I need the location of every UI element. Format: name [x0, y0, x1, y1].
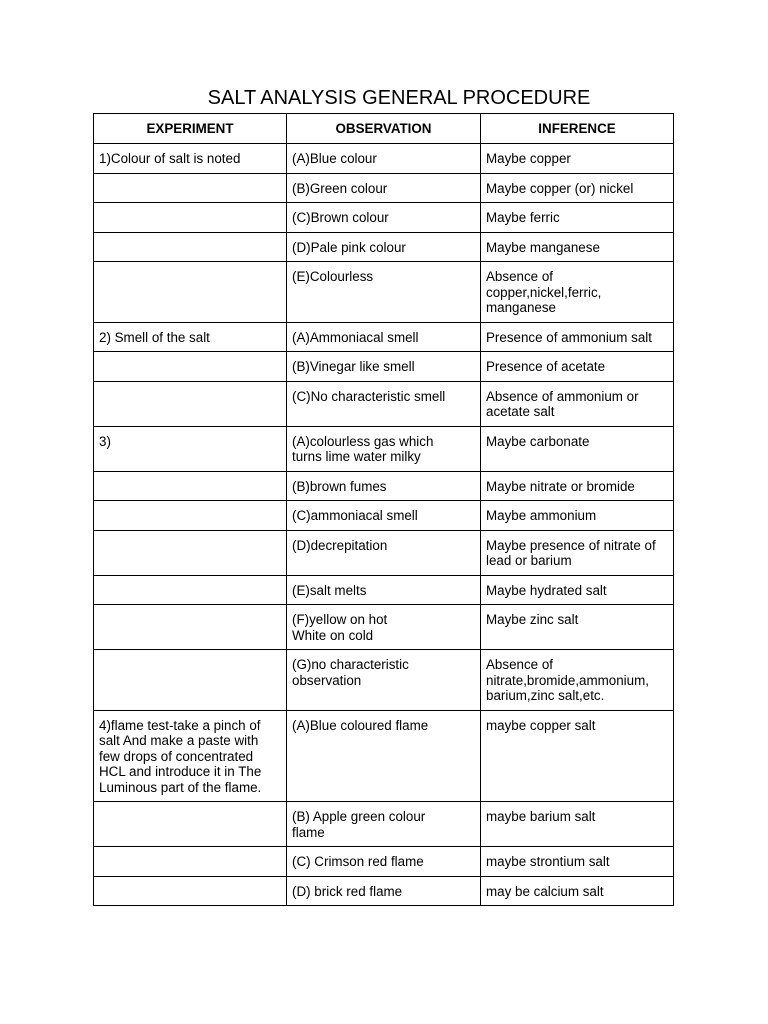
table-row — [94, 322, 674, 352]
observation-cell: (A)Blue coloured flame — [287, 710, 481, 802]
experiment-cell: 4)flame test-take a pinch of salt And make a paste with few drops of concentrated HCL and introduce it in The Luminous part of the flame. — [94, 710, 287, 802]
observation-cell: (D)decrepitation — [287, 530, 481, 575]
table-row — [94, 144, 674, 174]
header-experiment: EXPERIMENT — [94, 114, 287, 144]
observation-cell: (B)Green colour — [287, 173, 481, 203]
observation-cell: (C)Brown colour — [287, 203, 481, 233]
table-row — [94, 575, 674, 605]
inference-cell: Maybe copper — [481, 144, 674, 174]
inference-cell: Presence of acetate — [481, 352, 674, 382]
experiment-cell — [94, 381, 287, 426]
table-row — [94, 352, 674, 382]
observation-cell: (C) Crimson red flame — [287, 847, 481, 877]
observation-cell: (E)salt melts — [287, 575, 481, 605]
table-row — [94, 232, 674, 262]
inference-cell: Absence of copper,nickel,ferric, manganese — [481, 262, 674, 323]
observation-cell: (D) brick red flame — [287, 876, 481, 906]
table-row — [94, 802, 674, 847]
inference-cell: maybe strontium salt — [481, 847, 674, 877]
table-row — [94, 847, 674, 877]
experiment-cell — [94, 575, 287, 605]
header-observation: OBSERVATION — [287, 114, 481, 144]
experiment-cell: 3) — [94, 426, 287, 471]
observation-cell: (D)Pale pink colour — [287, 232, 481, 262]
inference-cell: Absence of ammonium or acetate salt — [481, 381, 674, 426]
observation-cell: (B)brown fumes — [287, 471, 481, 501]
inference-cell: Maybe carbonate — [481, 426, 674, 471]
experiment-cell — [94, 847, 287, 877]
experiment-cell — [94, 232, 287, 262]
table-row — [94, 426, 674, 471]
table-row — [94, 710, 674, 802]
table-row — [94, 471, 674, 501]
experiment-cell — [94, 605, 287, 650]
procedure-table — [93, 113, 674, 906]
observation-cell: (F)yellow on hot White on cold — [287, 605, 481, 650]
table-row — [94, 381, 674, 426]
experiment-cell — [94, 530, 287, 575]
experiment-cell — [94, 802, 287, 847]
table-row — [94, 530, 674, 575]
inference-cell: Maybe manganese — [481, 232, 674, 262]
experiment-cell — [94, 173, 287, 203]
inference-cell: Maybe nitrate or bromide — [481, 471, 674, 501]
inference-cell: Absence of nitrate,bromide,ammonium, barium,zinc salt,etc. — [481, 650, 674, 711]
observation-cell: (G)no characteristic observation — [287, 650, 481, 711]
inference-cell: maybe copper salt — [481, 710, 674, 802]
table-header-row — [94, 114, 674, 144]
table-row — [94, 173, 674, 203]
inference-cell: Maybe hydrated salt — [481, 575, 674, 605]
observation-cell: (C)ammoniacal smell — [287, 501, 481, 531]
experiment-cell — [94, 471, 287, 501]
inference-cell: Maybe presence of nitrate of lead or barium — [481, 530, 674, 575]
observation-cell: (B)Vinegar like smell — [287, 352, 481, 382]
inference-cell: Maybe ammonium — [481, 501, 674, 531]
observation-cell: (B) Apple green colour flame — [287, 802, 481, 847]
inference-cell: Maybe zinc salt — [481, 605, 674, 650]
table-row — [94, 876, 674, 906]
observation-cell: (A)Blue colour — [287, 144, 481, 174]
observation-cell: (C)No characteristic smell — [287, 381, 481, 426]
experiment-cell — [94, 352, 287, 382]
inference-cell: Maybe copper (or) nickel — [481, 173, 674, 203]
experiment-cell — [94, 203, 287, 233]
inference-cell: may be calcium salt — [481, 876, 674, 906]
observation-cell: (E)Colourless — [287, 262, 481, 323]
table-row — [94, 203, 674, 233]
header-inference: INFERENCE — [481, 114, 674, 144]
table-row — [94, 650, 674, 711]
document-title: SALT ANALYSIS GENERAL PROCEDURE — [207, 87, 591, 109]
observation-cell: (A)Ammoniacal smell — [287, 322, 481, 352]
experiment-cell: 1)Colour of salt is noted — [94, 144, 287, 174]
observation-cell: (A)colourless gas which turns lime water milky — [287, 426, 481, 471]
experiment-cell — [94, 501, 287, 531]
table-row — [94, 501, 674, 531]
inference-cell: maybe barium salt — [481, 802, 674, 847]
experiment-cell: 2) Smell of the salt — [94, 322, 287, 352]
inference-cell: Presence of ammonium salt — [481, 322, 674, 352]
table-row — [94, 605, 674, 650]
experiment-cell — [94, 650, 287, 711]
table-row — [94, 262, 674, 323]
experiment-cell — [94, 262, 287, 323]
inference-cell: Maybe ferric — [481, 203, 674, 233]
experiment-cell — [94, 876, 287, 906]
